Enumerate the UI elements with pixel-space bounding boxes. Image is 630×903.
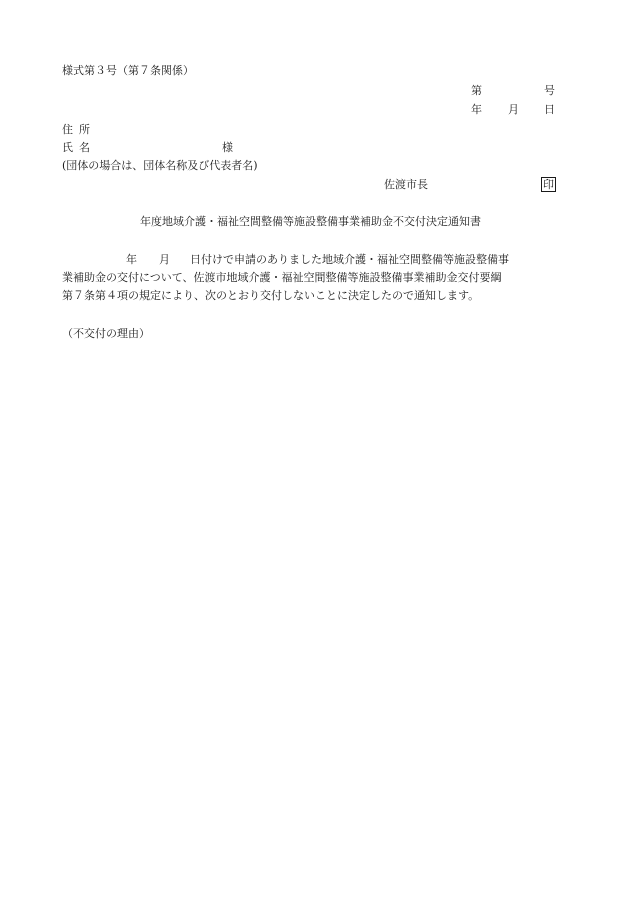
date-year: 年 [471, 103, 482, 116]
body-line-1 [62, 251, 560, 269]
document-number-suffix: 号 [544, 84, 555, 97]
date-month: 月 [508, 103, 519, 116]
body-month: 月 [159, 253, 170, 266]
document-number-prefix: 第 [471, 84, 482, 97]
body-line-1-rest: 日付けで申請のありました地域介護・福祉空間整備等施設整備事 [190, 253, 509, 266]
reason-label: （不交付の理由） [62, 327, 150, 340]
honorific: 様 [222, 141, 233, 154]
seal-mark: 印 [543, 178, 554, 191]
body-paragraph [62, 251, 560, 305]
date-day: 日 [544, 103, 555, 116]
body-year: 年 [126, 253, 137, 266]
issuer-name: 佐渡市長 [384, 178, 428, 191]
address-label: 住所 [62, 123, 96, 136]
group-note: (団体の場合は、団体名称及び代表者名) [62, 159, 258, 172]
form-number: 様式第３号（第７条関係） [62, 64, 194, 77]
body-line-3: 第７条第４項の規定により、次のとおり交付しないことに決定したので通知します。 [62, 289, 480, 302]
body-line-2: 業補助金の交付について、佐渡市地域介護・福祉空間整備等施設整備事業補助金交付要綱 [62, 271, 502, 284]
name-label: 氏名 [62, 141, 96, 154]
document-title: 年度地域介護・福祉空間整備等施設整備事業補助金不交付決定通知書 [140, 215, 481, 228]
